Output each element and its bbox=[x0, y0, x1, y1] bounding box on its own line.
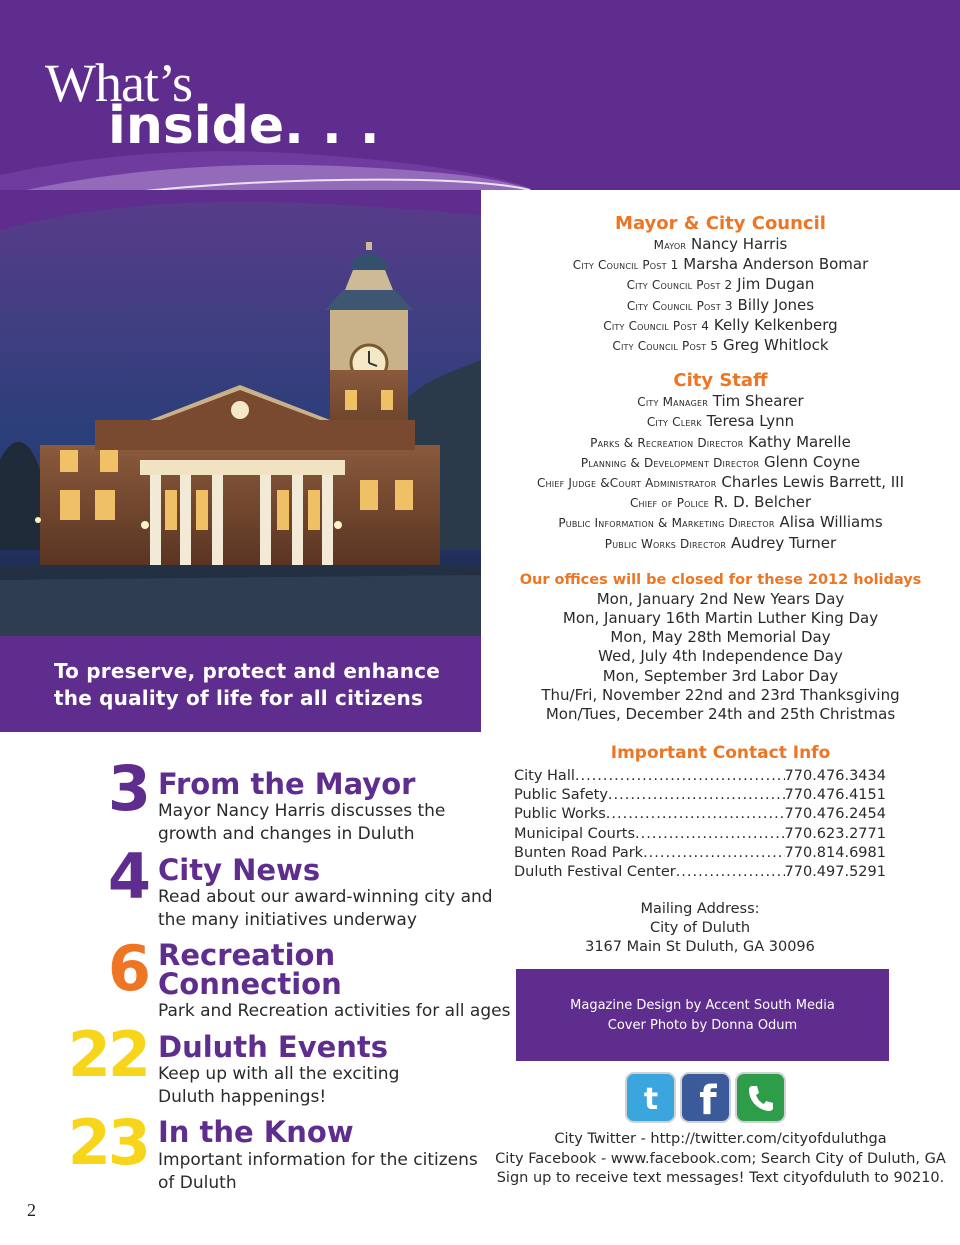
credits-line-2: Cover Photo by Donna Odum bbox=[607, 1017, 798, 1033]
mission-line-1: To preserve, protect and enhance bbox=[54, 659, 440, 683]
council-member: Mayor Nancy Harris bbox=[653, 235, 788, 253]
staff-member: City Manager Tim Shearer bbox=[637, 392, 804, 411]
council-member: City Council Post 5 Greg Whitlock bbox=[612, 336, 829, 355]
toc-page-number: 23 bbox=[67, 1106, 148, 1179]
toc-desc-line: of Duluth bbox=[158, 1173, 237, 1193]
text-signup: Sign up to receive text messages! Text cityofduluth to 90210. bbox=[496, 1170, 945, 1187]
holiday-item: Mon, January 2nd New Years Day bbox=[596, 589, 845, 608]
toc-page-number: 22 bbox=[67, 1018, 148, 1091]
contact-row: City Hall ..... 770.476.3434 bbox=[514, 767, 886, 786]
holiday-item: Mon, January 16th Martin Luther King Day bbox=[562, 609, 879, 628]
holiday-item: Wed, July 4th Independence Day bbox=[598, 647, 843, 666]
contact-row: Bunten Road Park ..... 770.814.6981 bbox=[514, 844, 886, 863]
city-hall-photo bbox=[0, 190, 481, 636]
right-column bbox=[481, 190, 960, 764]
staff-member: Public Works Director Audrey Turner bbox=[604, 533, 837, 552]
council-member: City Council Post 3 Billy Jones bbox=[626, 295, 815, 314]
toc-page-number: 4 bbox=[107, 840, 148, 913]
social-icons bbox=[625, 1072, 786, 1123]
toc-desc-line: the many initiatives underway bbox=[158, 910, 417, 930]
contact-row: Public Works ..... 770.476.2454 bbox=[514, 805, 886, 824]
toc-heading: City News bbox=[158, 853, 321, 887]
twitter-icon[interactable] bbox=[625, 1072, 676, 1123]
contact-row: Municipal Courts ..... 770.623.2771 bbox=[514, 825, 886, 844]
mailing-line-2: 3167 Main St Duluth, GA 30096 bbox=[585, 939, 815, 956]
toc-desc-line: Important information for the citizens bbox=[158, 1150, 478, 1170]
council-list bbox=[481, 235, 960, 356]
staff-member: City Clerk Teresa Lynn bbox=[646, 412, 795, 431]
svg-text:t: t bbox=[643, 1082, 658, 1113]
council-member: City Council Post 1 Marsha Anderson Bomar bbox=[572, 255, 869, 274]
council-member: City Council Post 2 Jim Dugan bbox=[626, 275, 815, 294]
toc-page-number: 6 bbox=[107, 932, 148, 1005]
staff-member: Chief of Police R. D. Belcher bbox=[629, 493, 812, 512]
page-title-line1: What’s bbox=[45, 53, 192, 113]
phone-icon[interactable] bbox=[735, 1072, 786, 1123]
staff-member: Parks & Recreation Director Kathy Marelle bbox=[590, 432, 851, 451]
toc-heading: Duluth Events bbox=[158, 1030, 389, 1064]
mailing-label: Mailing Address: bbox=[640, 901, 760, 917]
social-info bbox=[481, 1130, 960, 1189]
staff-member: Public Information & Marketing Director Alisa Williams bbox=[558, 513, 883, 532]
council-member: City Council Post 4 Kelly Kelkenberg bbox=[603, 315, 838, 334]
staff-title: City Staff bbox=[673, 370, 768, 392]
page-number: 2 bbox=[27, 1200, 36, 1220]
toc-desc-line: growth and changes in Duluth bbox=[158, 824, 415, 844]
toc-page-number: 3 bbox=[107, 752, 148, 825]
mission-statement bbox=[0, 636, 481, 732]
contacts-title: Important Contact Info bbox=[610, 743, 831, 764]
holiday-item: Mon, May 28th Memorial Day bbox=[610, 628, 831, 647]
contact-row: Public Safety ..... 770.476.4151 bbox=[514, 786, 886, 805]
toc-heading-line2: Connection bbox=[158, 967, 342, 1001]
credits-box bbox=[516, 969, 889, 1061]
staff-member: Planning & Development Director Glenn Coyne bbox=[580, 452, 861, 471]
facebook-icon[interactable] bbox=[680, 1072, 731, 1123]
toc-desc-line: Keep up with all the exciting bbox=[158, 1064, 400, 1084]
twitter-link[interactable]: City Twitter - http://twitter.com/cityofduluthga bbox=[554, 1131, 887, 1147]
toc-desc-line: Mayor Nancy Harris discusses the bbox=[158, 801, 446, 821]
toc-desc-line: Read about our award-winning city and bbox=[158, 887, 493, 907]
holiday-item: Mon, September 3rd Labor Day bbox=[602, 666, 839, 685]
svg-text:f: f bbox=[698, 1077, 717, 1118]
toc-heading: In the Know bbox=[158, 1115, 354, 1149]
mission-line-2: the quality of life for all citizens bbox=[54, 686, 424, 710]
credits-line-1: Magazine Design by Accent South Media bbox=[570, 998, 835, 1013]
contact-list bbox=[514, 767, 886, 882]
holidays-title: Our offices will be closed for these 2012 holidays bbox=[519, 571, 922, 588]
toc-heading: Recreation bbox=[158, 938, 336, 972]
staff-member: Chief Judge &Court Administrator Charles Lewis Barrett, III bbox=[536, 473, 905, 492]
page-title-line2: inside. . . bbox=[108, 96, 380, 156]
mailing-line-1: City of Duluth bbox=[649, 920, 751, 937]
toc-heading: From the Mayor bbox=[158, 767, 416, 801]
staff-list bbox=[481, 392, 960, 554]
toc-desc-line: Duluth happenings! bbox=[158, 1087, 327, 1107]
holidays-list bbox=[481, 590, 960, 724]
toc-desc-line: Park and Recreation activities for all ages bbox=[158, 1001, 511, 1021]
mailing-address bbox=[514, 900, 886, 958]
holiday-item: Mon/Tues, December 24th and 25th Christmas bbox=[545, 705, 896, 724]
facebook-link[interactable]: City Facebook - www.facebook.com; Search City of Duluth, GA bbox=[495, 1150, 946, 1167]
council-title: Mayor & City Council bbox=[615, 213, 826, 234]
contact-row: Duluth Festival Center ..... 770.497.5291 bbox=[514, 863, 886, 882]
holiday-item: Thu/Fri, November 22nd and 23rd Thanksgiving bbox=[541, 685, 900, 704]
